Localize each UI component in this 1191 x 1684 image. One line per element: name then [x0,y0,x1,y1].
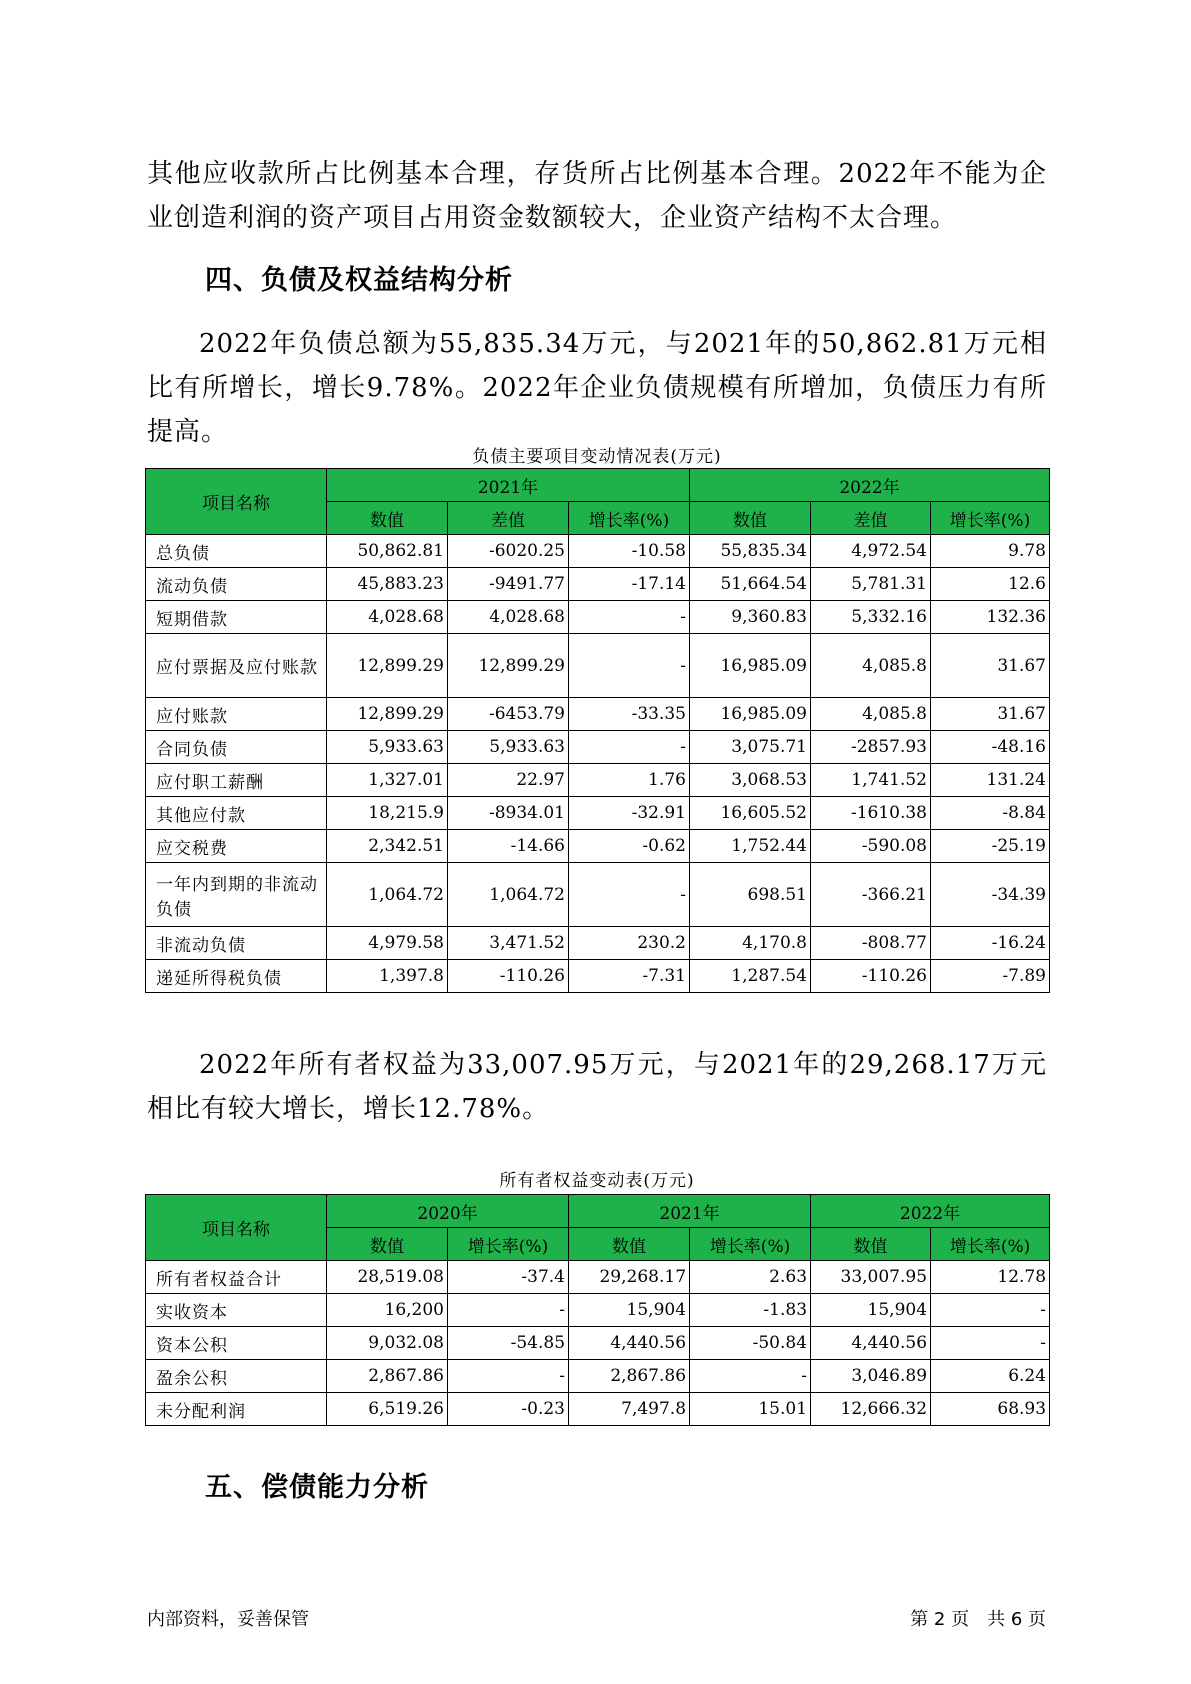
table-row [146,1261,1050,1294]
value-cell: 18,215.9 [327,797,448,830]
table-row [146,1393,1050,1426]
value-cell: -54.85 [448,1327,569,1360]
value-cell: -366.21 [811,863,931,927]
value-cell: 31.67 [931,634,1050,698]
table-row [146,960,1050,993]
value-cell: -9491.77 [448,568,569,601]
value-cell: -2857.93 [811,731,931,764]
year-header-2022: 2022年 [690,469,1050,502]
table-row [146,1360,1050,1393]
value-cell: 4,440.56 [569,1327,690,1360]
value-cell: - [690,1360,811,1393]
subheader-difference: 差值 [811,502,931,535]
subheader-growth-rate: 增长率(%) [690,1228,811,1261]
value-cell: 1.76 [569,764,690,797]
footer-page-number: 第 2 页 共 6 页 [910,1609,1046,1630]
value-cell: 45,883.23 [327,568,448,601]
value-cell: 4,170.8 [690,927,811,960]
value-cell: -0.23 [448,1393,569,1426]
value-cell: 50,862.81 [327,535,448,568]
subheader-value: 数值 [327,502,448,535]
row-label-cell: 应付账款 [146,698,327,731]
value-cell: 2,342.51 [327,830,448,863]
value-cell: -6453.79 [448,698,569,731]
value-cell: -10.58 [569,535,690,568]
value-cell: 1,327.01 [327,764,448,797]
row-label-cell: 应付职工薪酬 [146,764,327,797]
subheader-growth-rate: 增长率(%) [569,502,690,535]
row-label-cell: 其他应付款 [146,797,327,830]
table-row [146,764,1050,797]
value-cell: 3,471.52 [448,927,569,960]
table-row [146,863,1050,927]
table-row [146,568,1050,601]
table-row [146,731,1050,764]
table-row [146,830,1050,863]
item-name-header: 项目名称 [146,469,327,535]
value-cell: -1610.38 [811,797,931,830]
value-cell: -6020.25 [448,535,569,568]
value-cell: 12.78 [931,1261,1050,1294]
value-cell: 132.36 [931,601,1050,634]
table-row [146,698,1050,731]
value-cell: 7,497.8 [569,1393,690,1426]
table-row [146,797,1050,830]
subheader-value: 数值 [327,1228,448,1261]
value-cell: 16,985.09 [690,634,811,698]
equity-table-caption: 所有者权益变动表(万元) [499,1171,695,1191]
value-cell: 2.63 [690,1261,811,1294]
value-cell: -808.77 [811,927,931,960]
value-cell: 1,287.54 [690,960,811,993]
value-cell: 4,028.68 [327,601,448,634]
value-cell: 29,268.17 [569,1261,690,1294]
value-cell: 4,085.8 [811,698,931,731]
value-cell: -25.19 [931,830,1050,863]
row-label-cell: 资本公积 [146,1327,327,1360]
value-cell: 4,979.58 [327,927,448,960]
footer-confidential-note: 内部资料，妥善保管 [147,1609,309,1630]
value-cell: 5,933.63 [327,731,448,764]
value-cell: 1,752.44 [690,830,811,863]
value-cell: -17.14 [569,568,690,601]
table-row [146,1327,1050,1360]
value-cell: 3,046.89 [811,1360,931,1393]
value-cell: -34.39 [931,863,1050,927]
value-cell: 12,666.32 [811,1393,931,1426]
value-cell: 16,605.52 [690,797,811,830]
row-label-cell: 应付票据及应付账款 [146,634,327,698]
row-label-cell: 所有者权益合计 [146,1261,327,1294]
value-cell: 16,985.09 [690,698,811,731]
value-cell: 4,028.68 [448,601,569,634]
subheader-value: 数值 [690,502,811,535]
value-cell: 4,440.56 [811,1327,931,1360]
equity-table [145,1194,1050,1426]
table-row [146,634,1050,698]
value-cell: 51,664.54 [690,568,811,601]
subheader-difference: 差值 [448,502,569,535]
value-cell: 6.24 [931,1360,1050,1393]
value-cell: - [569,731,690,764]
value-cell: -7.31 [569,960,690,993]
value-cell: -32.91 [569,797,690,830]
value-cell: -14.66 [448,830,569,863]
row-label-cell: 流动负债 [146,568,327,601]
value-cell: 131.24 [931,764,1050,797]
table-row [146,601,1050,634]
value-cell: 55,835.34 [690,535,811,568]
value-cell: 12,899.29 [327,698,448,731]
paragraph-asset-structure: 其他应收款所占比例基本合理，存货所占比例基本合理。2022年不能为企业创造利润的资产项目占用资金数额较大，企业资产结构不太合理。 [147,159,1047,233]
value-cell: - [569,863,690,927]
value-cell: 9.78 [931,535,1050,568]
equity-table-body [146,1261,1050,1426]
value-cell: -8.84 [931,797,1050,830]
value-cell: 1,741.52 [811,764,931,797]
value-cell: 33,007.95 [811,1261,931,1294]
value-cell: 698.51 [690,863,811,927]
subheader-value: 数值 [569,1228,690,1261]
value-cell: 5,781.31 [811,568,931,601]
value-cell: -16.24 [931,927,1050,960]
liability-table-body [146,535,1050,993]
value-cell: 1,064.72 [448,863,569,927]
value-cell: 15,904 [811,1294,931,1327]
subheader-value: 数值 [811,1228,931,1261]
value-cell: 2,867.86 [327,1360,448,1393]
value-cell: 15.01 [690,1393,811,1426]
row-label-cell: 递延所得税负债 [146,960,327,993]
value-cell: 1,397.8 [327,960,448,993]
table-row [146,927,1050,960]
row-label-cell: 一年内到期的非流动负债 [146,863,327,927]
row-label-cell: 合同负债 [146,731,327,764]
value-cell: - [448,1360,569,1393]
subheader-growth-rate: 增长率(%) [931,1228,1050,1261]
row-label-cell: 实收资本 [146,1294,327,1327]
subheader-growth-rate: 增长率(%) [448,1228,569,1261]
value-cell: 230.2 [569,927,690,960]
value-cell: - [569,634,690,698]
row-label-cell: 短期借款 [146,601,327,634]
value-cell: 15,904 [569,1294,690,1327]
value-cell: 2,867.86 [569,1360,690,1393]
value-cell: -33.35 [569,698,690,731]
value-cell: -0.62 [569,830,690,863]
subheader-growth-rate: 增长率(%) [931,502,1050,535]
item-name-header: 项目名称 [146,1195,327,1261]
value-cell: 12,899.29 [448,634,569,698]
value-cell: 12,899.29 [327,634,448,698]
value-cell: 1,064.72 [327,863,448,927]
section-heading-solvency: 五、偿债能力分析 [205,1472,429,1503]
row-label-cell: 未分配利润 [146,1393,327,1426]
row-label-cell: 非流动负债 [146,927,327,960]
year-header-2021: 2021年 [569,1195,811,1228]
value-cell: 68.93 [931,1393,1050,1426]
value-cell: 16,200 [327,1294,448,1327]
value-cell: -37.4 [448,1261,569,1294]
table-row [146,535,1050,568]
value-cell: 5,933.63 [448,731,569,764]
value-cell: 6,519.26 [327,1393,448,1426]
value-cell: 22.97 [448,764,569,797]
liability-table-caption: 负债主要项目变动情况表(万元) [472,447,722,467]
value-cell: - [569,601,690,634]
value-cell: 9,360.83 [690,601,811,634]
value-cell: -8934.01 [448,797,569,830]
value-cell: 5,332.16 [811,601,931,634]
value-cell: 3,075.71 [690,731,811,764]
value-cell: - [448,1294,569,1327]
value-cell: 3,068.53 [690,764,811,797]
value-cell: 28,519.08 [327,1261,448,1294]
value-cell: 9,032.08 [327,1327,448,1360]
value-cell: -7.89 [931,960,1050,993]
value-cell: - [931,1327,1050,1360]
value-cell: -48.16 [931,731,1050,764]
value-cell: -1.83 [690,1294,811,1327]
paragraph-equity-summary: 2022年所有者权益为33,007.95万元，与2021年的29,268.17万元相比有较大增长，增长12.78%。 [147,1050,1047,1124]
row-label-cell: 应交税费 [146,830,327,863]
value-cell: -590.08 [811,830,931,863]
row-label-cell: 总负债 [146,535,327,568]
table-row [146,1294,1050,1327]
year-header-2021: 2021年 [327,469,690,502]
value-cell: 12.6 [931,568,1050,601]
year-header-2022: 2022年 [811,1195,1050,1228]
liability-table [145,468,1050,993]
paragraph-liabilities-summary: 2022年负债总额为55,835.34万元，与2021年的50,862.81万元相比有所增长，增长9.78%。2022年企业负债规模有所增加，负债压力有所提高。 [147,329,1047,447]
section-heading-liabilities-equity: 四、负债及权益结构分析 [205,265,513,296]
row-label-cell: 盈余公积 [146,1360,327,1393]
year-header-2020: 2020年 [327,1195,569,1228]
value-cell: -50.84 [690,1327,811,1360]
value-cell: -110.26 [811,960,931,993]
value-cell: 4,972.54 [811,535,931,568]
value-cell: 31.67 [931,698,1050,731]
value-cell: -110.26 [448,960,569,993]
value-cell: 4,085.8 [811,634,931,698]
value-cell: - [931,1294,1050,1327]
